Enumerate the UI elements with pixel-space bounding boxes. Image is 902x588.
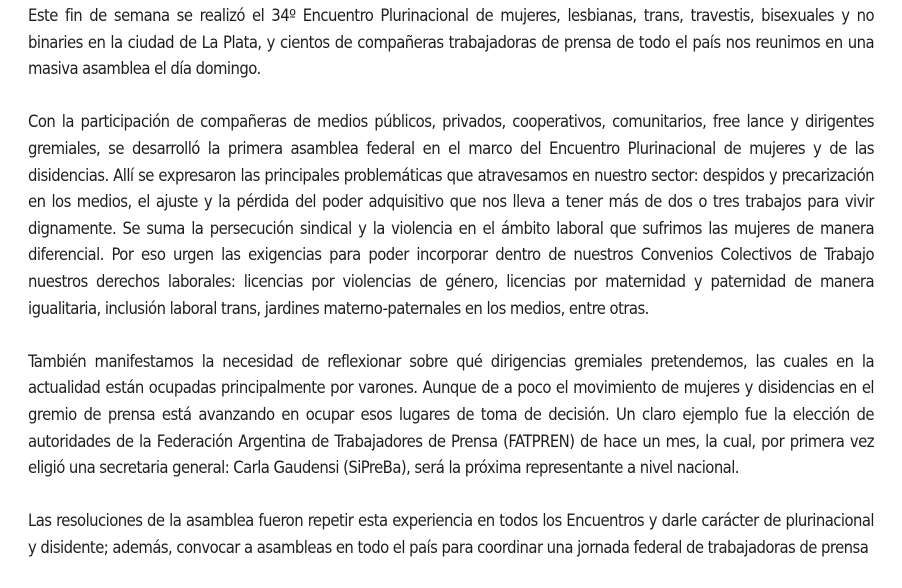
document-body	[28, 3, 874, 588]
paragraph-asamblea-federal: Con la participación de compañeras de medios públicos, privados, cooperativos, comunitarios, free lance y dirigentes gremiales, se desarrolló la primera asamblea federal en el marco del Encuentro Plurinacional de mujeres y de las disidencias. Allí se expresaron las principales problemáticas que atravesamos en nuestro sector: despidos y precarización en los medios, el ajuste y la pérdida del poder adquisitivo que nos lleva a tener más de dos o tres trabajos para vivir dignamente. Se suma la persecución sindical y la violencia en el ámbito laboral que sufrimos las mujeres de manera diferencial. Por eso urgen las exigencias para poder incorporar dentro de nuestros Convenios Colectivos de Trabajo nuestros derechos laborales: licencias por violencias de género, licencias por maternidad y paternidad de manera igualitaria, inclusión laboral trans, jardines materno-paternales en los medios, entre otras.	[28, 112, 874, 318]
paragraph-resoluciones: Las resoluciones de la asamblea fueron repetir esta experiencia en todos los Encuentros y darle carácter de plurinacional y disidente; además, convocar a asambleas en todo el país para coordinar una jornada federal de trabajadoras de prensa	[28, 511, 874, 557]
paragraph-dirigencias: También manifestamos la necesidad de reflexionar sobre qué dirigencias gremiales pretendemos, las cuales en la actualidad están ocupadas principalmente por varones. Aunque de a poco el movimiento de mujeres y disidencias en el gremio de prensa está avanzando en ocupar esos lugares de toma de decisión. Un claro ejemplo fue la elección de autoridades de la Federación Argentina de Trabajadores de Prensa (FATPREN) de hace un mes, la cual, por primera vez eligió una secretaria general: Carla Gaudensi (SiPreBa), será la próxima representante a nivel nacional.	[28, 351, 874, 478]
paragraph-encuentro: Este fin de semana se realizó el 34º Encuentro Plurinacional de mujeres, lesbianas, trans, travestis, bisexuales y no binaries en la ciudad de La Plata, y cientos de compañeras trabajadoras de prensa de todo el país nos reunimos en una masiva asamblea el día domingo.	[28, 6, 874, 79]
